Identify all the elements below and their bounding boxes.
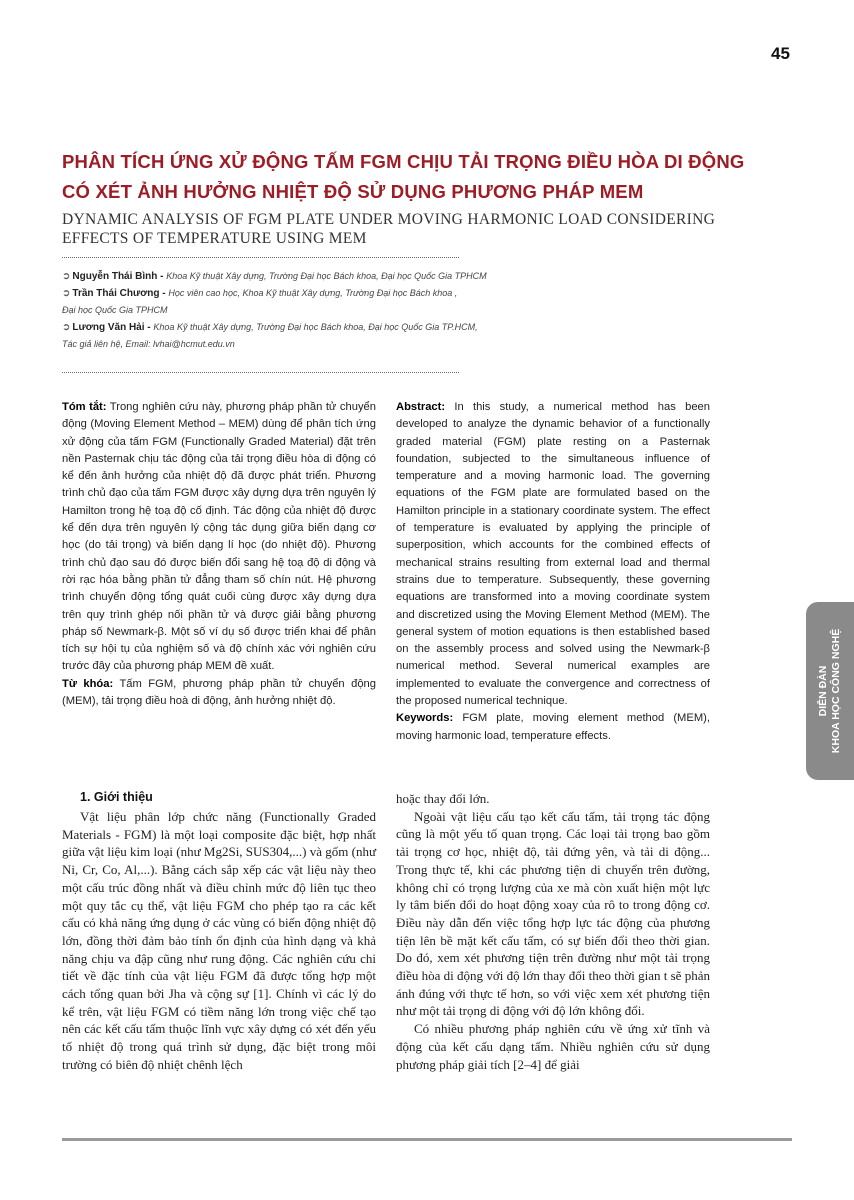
abstract-text: Trong nghiên cứu này, phương pháp phần tử chuyển động (Moving Element Method – MEM) dùng để phân tích ứng xử động của tấm FGM (Functionally Graded Material) đặt trên nền Pasternak chịu tác động của tải trọng điều hòa di động có kể đến ảnh hưởng của nhiệt độ đã được phát triển. Phương trình chủ đạo của tấm FGM được xây dựng dựa trên nguyên lý Hamilton trong hệ toạ độ cố định. Tác động của nhiệt độ được kể đến dựa trên nguyên lý cộng tác dụng giữa biến dạng cơ học (do tải trọng) và biến dạng lí học (do nhiệt độ). Phương trình chủ đạo sau đó được biến đổi sang hệ toạ độ di động và rời rạc hóa bằng phần tử đẳng tham số chín nút. Hệ phương trình chuyển động tổng quát cuối cùng được xây dựng dựa trên quy trình ghép nối phần tử và được giải bằng phương pháp số Newmark-β. Một số ví dụ số được triển khai để phân tích sự hội tụ của nghiệm số và độ chính xác với nghiên cứu trước đây của phương pháp MEM đề xuất.: [62, 401, 376, 673]
abstract-label: Tóm tắt:: [62, 401, 107, 413]
arrow-icon: ➲: [62, 322, 71, 333]
side-tab-line2: KHOA HỌC CÔNG NGHỆ: [830, 628, 843, 754]
body-column-left: [62, 808, 376, 1074]
author-name: Nguyễn Thái Bình -: [72, 271, 167, 282]
body-paragraph: Vật liệu phân lớp chức năng (Functionally Graded Materials - FGM) là một loại composite đặc biệt, hợp nhất giữa vật liệu kim loại (như Mg2Si, SUS304,...) và gốm (như Ni, Cr, Co, Al,...). Bằng cách sắp xếp các vật liệu này theo một cấu trúc đồng nhất và điều chỉnh mức độ liên tục theo một quy tắc cụ thể, vật liệu FGM cho phép tạo ra các kết cấu có khả năng ứng dụng ở các vùng có biến động nhiệt độ lớn, đồng thời đảm bảo tính ổn định của hình dạng và khả năng chịu va đập cũng như rung động. Các nghiên cứu chi tiết về đặc tính của vật liệu FGM đã được tổng hợp một cách tổng quan bởi Jha và cộng sự [1]. Chính vì các lý do kể trên, vật liệu FGM có tiềm năng lớn trong việc chế tạo nên các kết cấu tấm thuộc lĩnh vực xây dựng có xét đến yếu tố nhiệt độ trong quá trình sử dụng, đặc biệt trong môi trường có biên độ nhiệt chênh lệch: [62, 809, 376, 1072]
abstract-label: Abstract:: [396, 401, 446, 413]
author-name: Lương Văn Hải -: [72, 322, 154, 333]
divider-top: [62, 257, 459, 258]
keywords-label: Từ khóa:: [62, 677, 114, 690]
footer-rule: [62, 1138, 792, 1141]
body-paragraph: hoặc thay đổi lớn.: [396, 791, 490, 806]
abstract-text: In this study, a numerical method has been developed to analyze the dynamic behavior of a functionally graded material (FGM) plate resting on a Pasternak foundation, subjected to the simultaneous influence of temperature and a moving harmonic load. The governing equations of the FGM plate are formulated based on the Hamilton principle in a stationary coordinate system. The effect of temperature is evaluated by applying the principle of superposition, which accounts for the combined effects of mechanical strains resulting from external load and thermal strains due to temperature. Subsequently, these governing equations are transformed into a moving coordinate system and discretized using the Moving Element Method (MEM). The general system of motion equations is then established based on the assembly process and solved using the Newmark-β numerical method. Several numerical examples are implemented to evaluate the convergence and correctness of the proposed numerical technique.: [396, 401, 710, 708]
keywords-text: FGM plate, moving element method (MEM), moving harmonic load, temperature effects.: [396, 712, 710, 742]
author-item: [62, 268, 502, 285]
paper-title-english: DYNAMIC ANALYSIS OF FGM PLATE UNDER MOVING HARMONIC LOAD CONSIDERING EFFECTS OF TEMPERATURE USING MEM: [62, 211, 716, 247]
author-contact: Tác giả liên hệ, Email: lvhai@hcmut.edu.vn: [62, 339, 235, 349]
author-affiliation: Khoa Kỹ thuật Xây dựng, Trường Đại học Bách khoa, Đại học Quốc Gia TP.HCM,: [153, 322, 478, 332]
author-list: [62, 268, 502, 353]
abstract-vietnamese: [62, 399, 376, 710]
body-paragraph: Ngoài vật liệu cấu tạo kết cấu tấm, tải trọng tác động cũng là một yếu tố quan trọng. Các loại tải trọng bao gồm tải trọng cơ học, nhiệt độ, tải đứng yên, và tải di động... Trong thực tế, khi các phương tiện di chuyển trên đường, không chỉ có trọng lượng của xe mà còn xuất hiện một lực ly tâm biến đổi do hoạt động xoay của rô to trong động cơ. Điều này dẫn đến việc tổng hợp lực tác động của phương tiện lên bề mặt kết cấu tấm, có sự biến đổi theo thời gian. Do đó, xem xét phương tiện trên đường như một tải trọng điều hòa di động với độ lớn thay đổi theo thời gian t sẽ phản ánh đúng với thực tế hơn, so với việc xem xét phương tiện như một tải trọng di động với độ lớn không đổi.: [396, 808, 710, 1019]
arrow-icon: ➲: [62, 271, 71, 282]
page-number: 45: [771, 44, 790, 63]
abstract-english: [396, 399, 710, 745]
body-column-right: [396, 790, 710, 1073]
keywords-text: Tấm FGM, phương pháp phần tử chuyển động (MEM), tải trọng điều hoà di động, ảnh hưởng nhiệt độ.: [62, 677, 376, 708]
paper-title-vietnamese: PHÂN TÍCH ỨNG XỬ ĐỘNG TẤM FGM CHỊU TẢI TRỌNG ĐIỀU HÒA DI ĐỘNG CÓ XÉT ẢNH HƯỞNG NHIỆT ĐỘ SỬ DỤNG PHƯƠNG PHÁP MEM: [62, 151, 745, 202]
keywords-label: Keywords:: [396, 712, 454, 725]
author-affiliation: Học viên cao học, Khoa Kỹ thuật Xây dựng, Trường Đại học Bách khoa ,: [168, 288, 458, 298]
author-affiliation: Khoa Kỹ thuật Xây dựng, Trường Đại học Bách khoa, Đại học Quốc Gia TPHCM: [166, 271, 487, 281]
divider-bottom: [62, 372, 459, 373]
arrow-icon: ➲: [62, 288, 71, 299]
author-affiliation-continued: Đại học Quốc Gia TPHCM: [62, 305, 168, 315]
author-item: [62, 285, 502, 302]
author-item: [62, 319, 502, 336]
side-tab-label: [806, 602, 854, 780]
side-tab-line1: DIỄN ĐÀN: [817, 665, 830, 717]
author-name: Trần Thái Chương -: [72, 288, 169, 299]
section-heading: 1. Giới thiệu: [80, 790, 153, 804]
body-paragraph: Có nhiều phương pháp nghiên cứu về ứng xử tĩnh và động của kết cấu dạng tấm. Nhiều nghiên cứu sử dụng phương pháp giải tích [2–4] để giải: [396, 1021, 710, 1072]
